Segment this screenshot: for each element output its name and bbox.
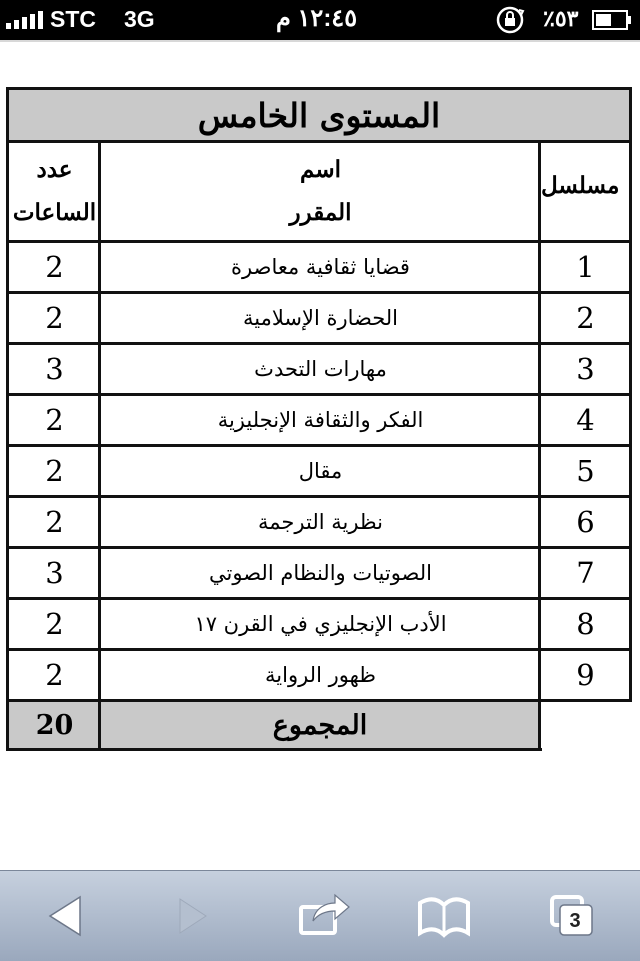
row-serial: 7 bbox=[576, 556, 595, 590]
row-serial: 3 bbox=[576, 352, 595, 386]
row-hours: 3 bbox=[45, 352, 64, 386]
tab-count-badge[interactable]: 3 bbox=[569, 910, 581, 932]
row-serial: 4 bbox=[576, 403, 595, 437]
row-course-name: الفكر والثقافة الإنجليزية bbox=[217, 408, 424, 432]
row-course-name: ظهور الرواية bbox=[265, 663, 376, 687]
header-hours-line2: الساعات bbox=[12, 199, 97, 226]
row-course-name: نظرية الترجمة bbox=[258, 510, 383, 534]
header-course-line2: المقرر bbox=[289, 199, 352, 226]
share-icon[interactable] bbox=[293, 887, 353, 945]
row-hours: 2 bbox=[45, 250, 64, 284]
total-label: المجموع bbox=[101, 702, 539, 748]
table-rule bbox=[6, 748, 542, 751]
row-serial: 1 bbox=[576, 250, 595, 284]
row-course-name: قضايا ثقافية معاصرة bbox=[231, 255, 410, 279]
row-hours: 2 bbox=[45, 403, 64, 437]
row-hours: 2 bbox=[45, 658, 64, 692]
status-time: ١٢:٤٥ م bbox=[276, 5, 358, 32]
row-course-name: الصوتيات والنظام الصوتي bbox=[209, 561, 432, 585]
row-hours: 2 bbox=[45, 607, 64, 641]
row-hours: 2 bbox=[45, 505, 64, 539]
carrier-name: STC bbox=[50, 6, 96, 32]
bookmarks-icon[interactable] bbox=[414, 887, 474, 945]
total-hours: 20 bbox=[9, 702, 100, 748]
row-course-name: مهارات التحدث bbox=[254, 357, 387, 381]
browser-toolbar bbox=[0, 870, 640, 961]
table-rule bbox=[629, 87, 632, 701]
network-type: 3G bbox=[124, 6, 155, 32]
table-rule bbox=[6, 87, 632, 90]
row-serial: 5 bbox=[576, 454, 595, 488]
row-serial: 8 bbox=[576, 607, 595, 641]
header-course-name bbox=[101, 143, 540, 241]
header-serial bbox=[541, 143, 630, 241]
row-serial: 2 bbox=[576, 301, 595, 335]
row-course-name: مقال bbox=[298, 459, 343, 483]
battery-percentage: ٪٥٣ bbox=[543, 6, 579, 31]
back-icon[interactable] bbox=[36, 887, 96, 945]
header-serial-label: مسلسل bbox=[541, 171, 620, 199]
row-course-name: الحضارة الإسلامية bbox=[243, 306, 398, 330]
row-hours: 3 bbox=[45, 556, 64, 590]
row-serial: 6 bbox=[576, 505, 595, 539]
table-title: المستوى الخامس bbox=[9, 89, 629, 141]
table-rule bbox=[538, 140, 541, 751]
header-course-line1: اسم bbox=[300, 156, 341, 184]
header-hours bbox=[9, 143, 100, 241]
table-rule bbox=[98, 140, 101, 751]
row-hours: 2 bbox=[45, 301, 64, 335]
forward-icon[interactable] bbox=[162, 887, 222, 945]
header-hours-line1: عدد bbox=[36, 156, 73, 184]
row-serial: 9 bbox=[576, 658, 595, 692]
table-rule bbox=[6, 87, 9, 751]
row-course-name: الأدب الإنجليزي في القرن ١٧ bbox=[194, 612, 447, 636]
row-hours: 2 bbox=[45, 454, 64, 488]
